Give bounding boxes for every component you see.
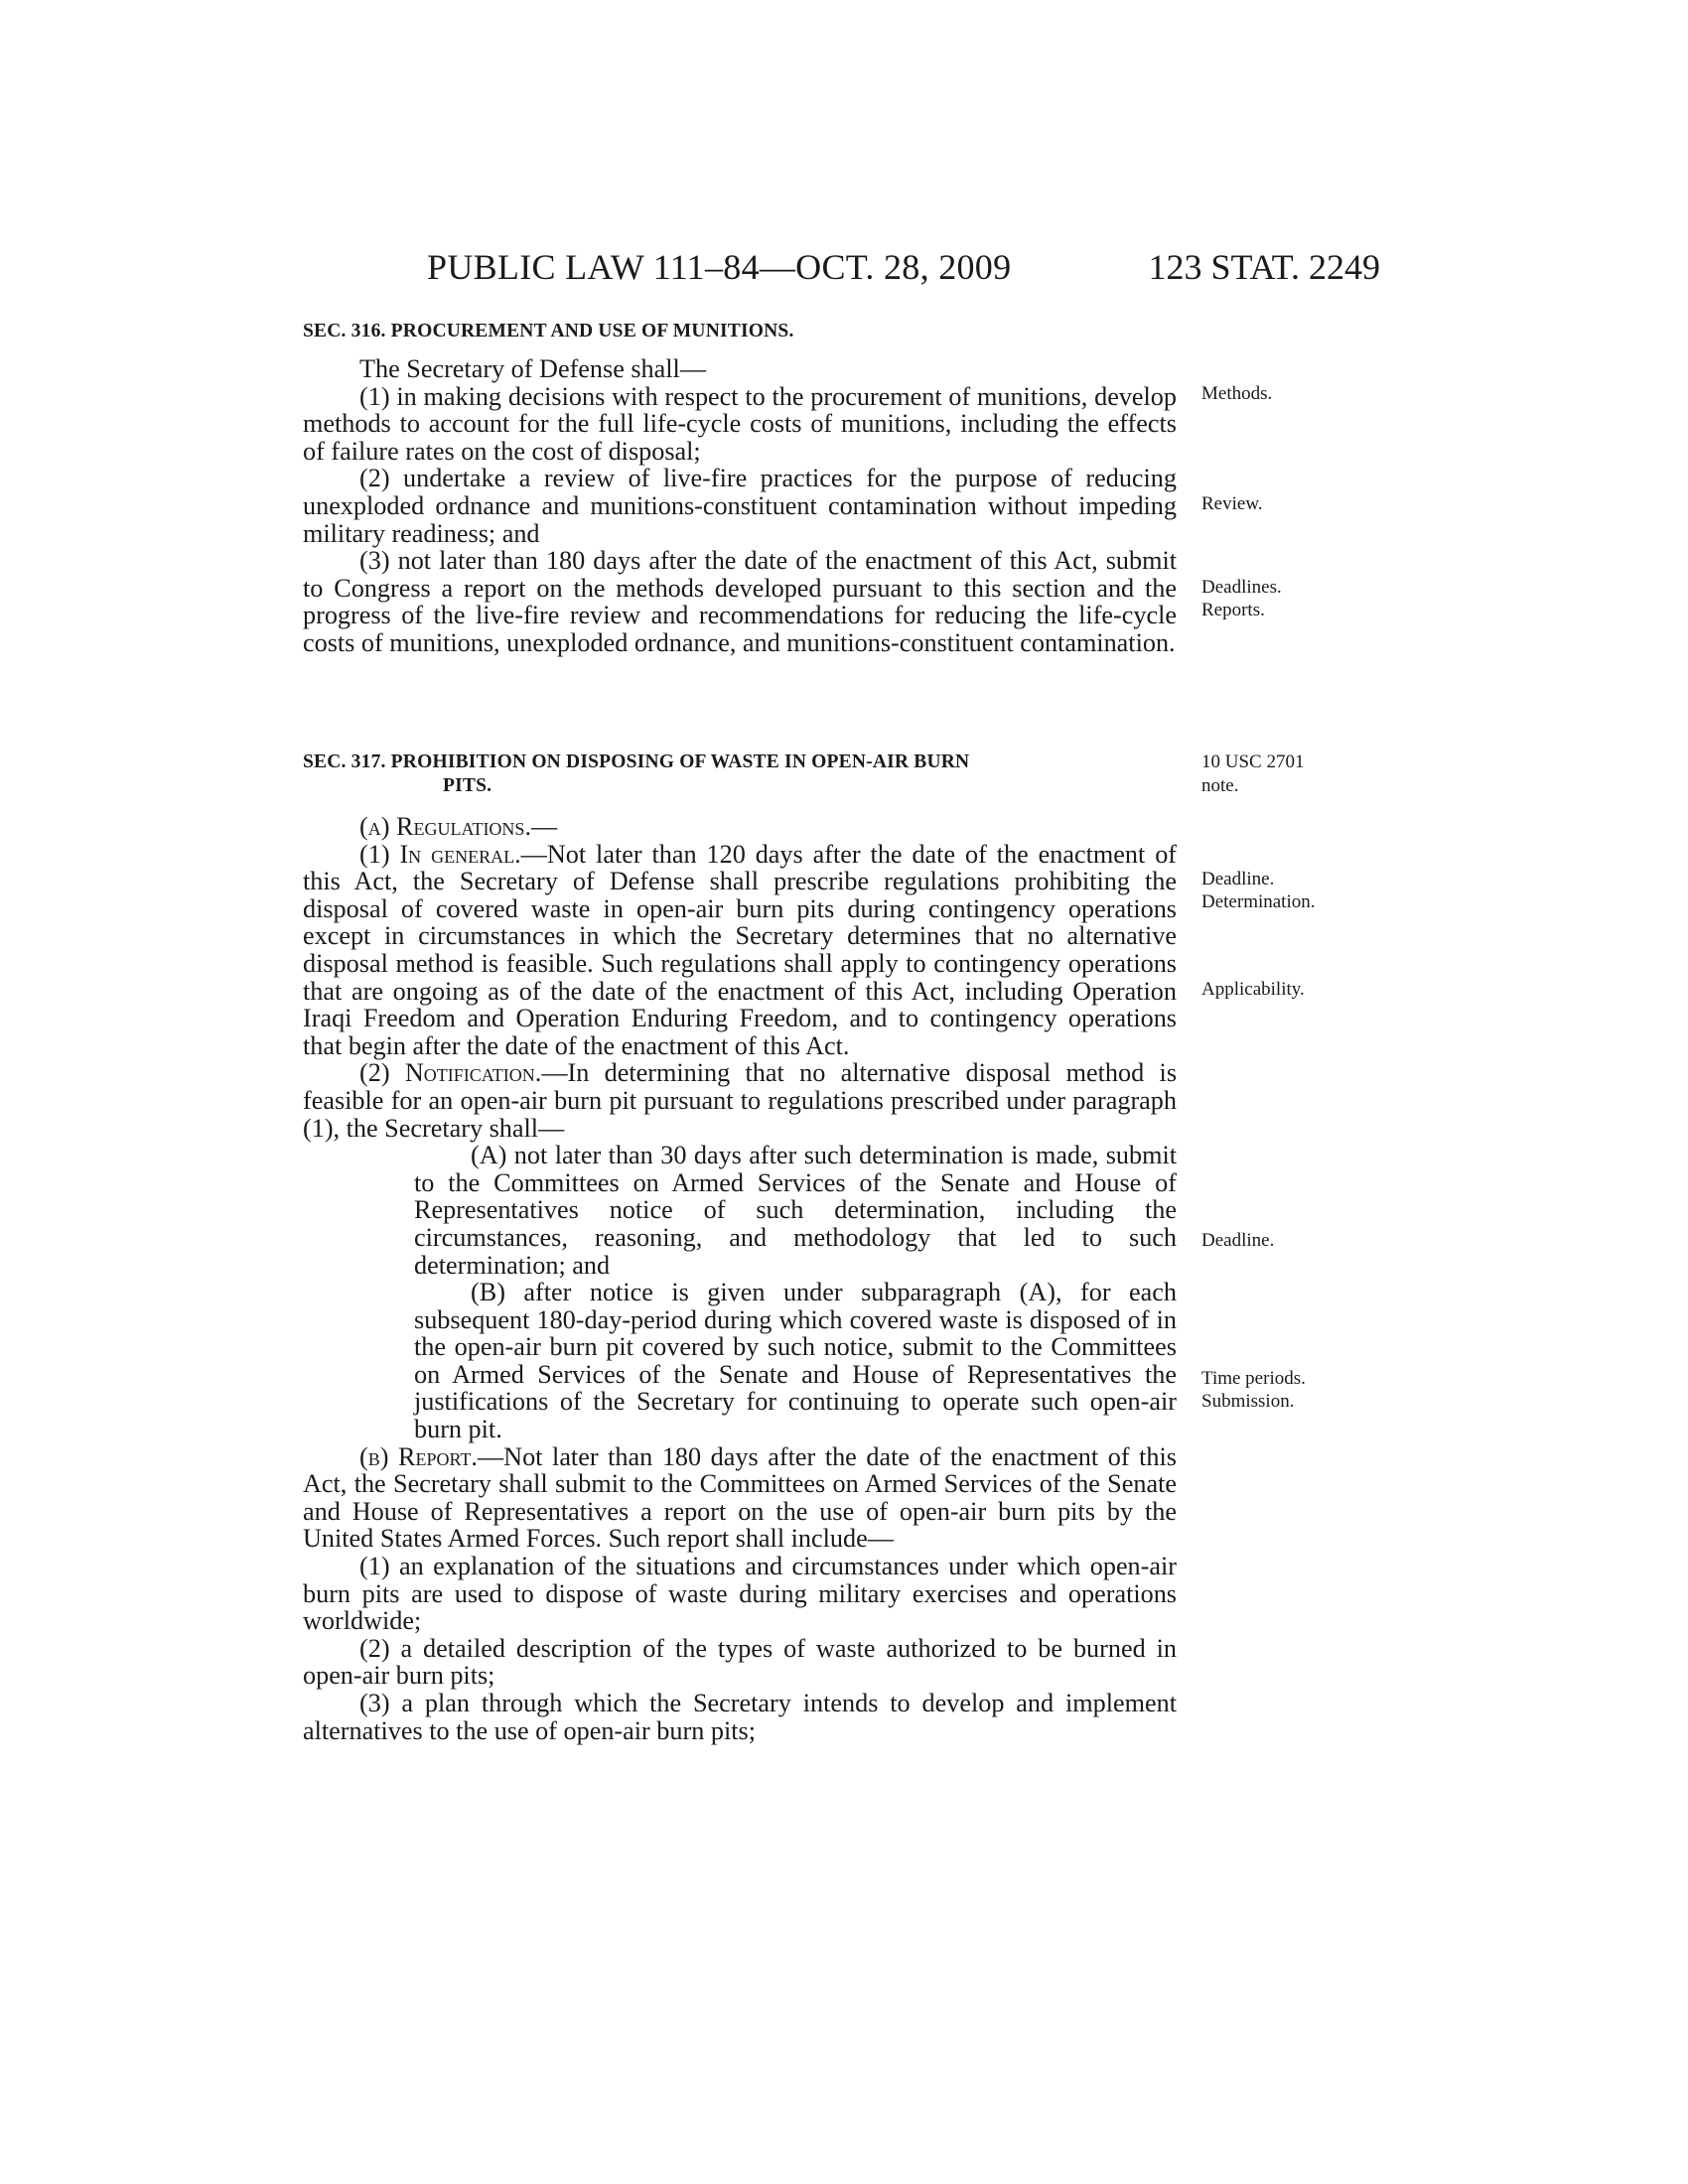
- sec317-a-paragraph-1: [303, 841, 1177, 1060]
- subsection-a-label: (a) Regulations.—: [359, 812, 558, 841]
- margin-note-deadlines: Deadlines.: [1201, 577, 1282, 598]
- a1-text: —Not later than 120 days after the date of the enactment of this Act, the Secretary of Defense shall prescribe regulations prohibiting the disposal of covered waste in open-air burn pits during contingency operations except in circumstances in which the Secretary determines that no alternative disposal method is feasible. Such regulations shall apply to contingency operations that are ongoing as of the date of the enactment of this Act, including Operation Iraqi Freedom and Operation Enduring Freedom, and to contingency operations that begin after the date of the enactment of this Act.: [303, 839, 1178, 1060]
- section-317-heading-line1: SEC. 317. PROHIBITION ON DISPOSING OF WASTE IN OPEN-AIR BURN: [303, 751, 970, 772]
- margin-note-usc: 10 USC 2701: [1201, 751, 1305, 772]
- sec316-paragraph-1: (1) in making decisions with respect to the procurement of munitions, develop methods to account for the full life-cycle costs of munitions, including the effects of failure rates on the cost of disposal;: [303, 381, 1177, 466]
- margin-note-reports: Reports.: [1201, 600, 1265, 620]
- margin-note-review: Review.: [1201, 493, 1263, 514]
- section-317-body: [303, 813, 1177, 1744]
- running-header-stat: 123 STAT. 2249: [1148, 247, 1380, 287]
- running-header-law: PUBLIC LAW 111–84—OCT. 28, 2009: [427, 247, 1012, 287]
- margin-note-deadline-2: Deadline.: [1201, 1230, 1275, 1251]
- a2-text: —In determining that no alternative disposal method is feasible for an open-air burn pit pursuant to regulations prescribed under paragraph (1), the Secretary shall—: [303, 1058, 1178, 1143]
- section-316-heading: SEC. 316. PROCUREMENT AND USE OF MUNITIONS.: [303, 321, 794, 341]
- sec317-a-paragraph-2: [303, 1059, 1177, 1142]
- sec316-paragraph-2: (2) undertake a review of live-fire practices for the purpose of reducing unexploded ordnance and munitions-constituent contamination without impeding military readiness; and: [303, 464, 1177, 548]
- section-317-heading: [303, 751, 1177, 798]
- sec317-a-subparagraph-A: (A) not later than 30 days after such determination is made, submit to the Committees on Armed Services of the Senate and House of Representatives notice of such determination, including the circumstances, reasoning, and methodology that led to such determination; and: [414, 1141, 1177, 1280]
- margin-note-time-periods: Time periods.: [1201, 1368, 1306, 1389]
- b-text: —Not later than 180 days after the date of the enactment of this Act, the Secretary shall submit to the Committees on Armed Services of the Senate and House of Representatives a report on the use of open-air burn pits by the United States Armed Forces. Such report shall include—: [303, 1441, 1177, 1554]
- a2-label: (2) Notification.: [359, 1058, 542, 1088]
- b-label: (b) Report.: [359, 1441, 478, 1471]
- sec317-subsection-a-heading: [303, 813, 1177, 841]
- sec316-intro: The Secretary of Defense shall—: [359, 354, 707, 383]
- sec316-paragraph-3: (3) not later than 180 days after the date of the enactment of this Act, submit to Congress a report on the methods developed pursuant to this section and the progress of the live-fire review and recommendations for reducing the life-cycle costs of munitions, unexploded ordnance, and munitions-constituent contamination.: [303, 546, 1177, 657]
- sec317-subsection-b: [303, 1443, 1177, 1553]
- margin-note-usc-note: note.: [1201, 775, 1239, 796]
- sec317-b-paragraph-1: (1) an explanation of the situations and circumstances under which open-air burn pits are used to dispose of waste during military exercises and operations worldwide;: [303, 1552, 1177, 1636]
- sec317-a-subparagraph-B: (B) after notice is given under subparagraph (A), for each subsequent 180-day-period during which covered waste is disposed of in the open-air burn pit covered by such notice, submit to the Committees on Armed Services of the Senate and House of Representatives the justifications of the Secretary for continuing to operate such open-air burn pit.: [414, 1278, 1177, 1444]
- margin-note-deadline: Deadline.: [1201, 869, 1275, 889]
- sec317-b-paragraph-3: (3) a plan through which the Secretary intends to develop and implement alternatives to the use of open-air burn pits;: [303, 1689, 1177, 1745]
- sec317-b-paragraph-2: (2) a detailed description of the types of waste authorized to be burned in open-air burn pits;: [303, 1633, 1177, 1691]
- margin-note-applicability: Applicability.: [1201, 979, 1305, 1000]
- margin-note-determination: Determination.: [1201, 891, 1316, 912]
- margin-note-submission: Submission.: [1201, 1391, 1295, 1412]
- section-317-heading-line2: PITS.: [443, 775, 492, 796]
- margin-note-methods: Methods.: [1201, 383, 1273, 404]
- section-316-body: [303, 355, 1177, 657]
- a1-label: (1) In general.: [359, 839, 521, 869]
